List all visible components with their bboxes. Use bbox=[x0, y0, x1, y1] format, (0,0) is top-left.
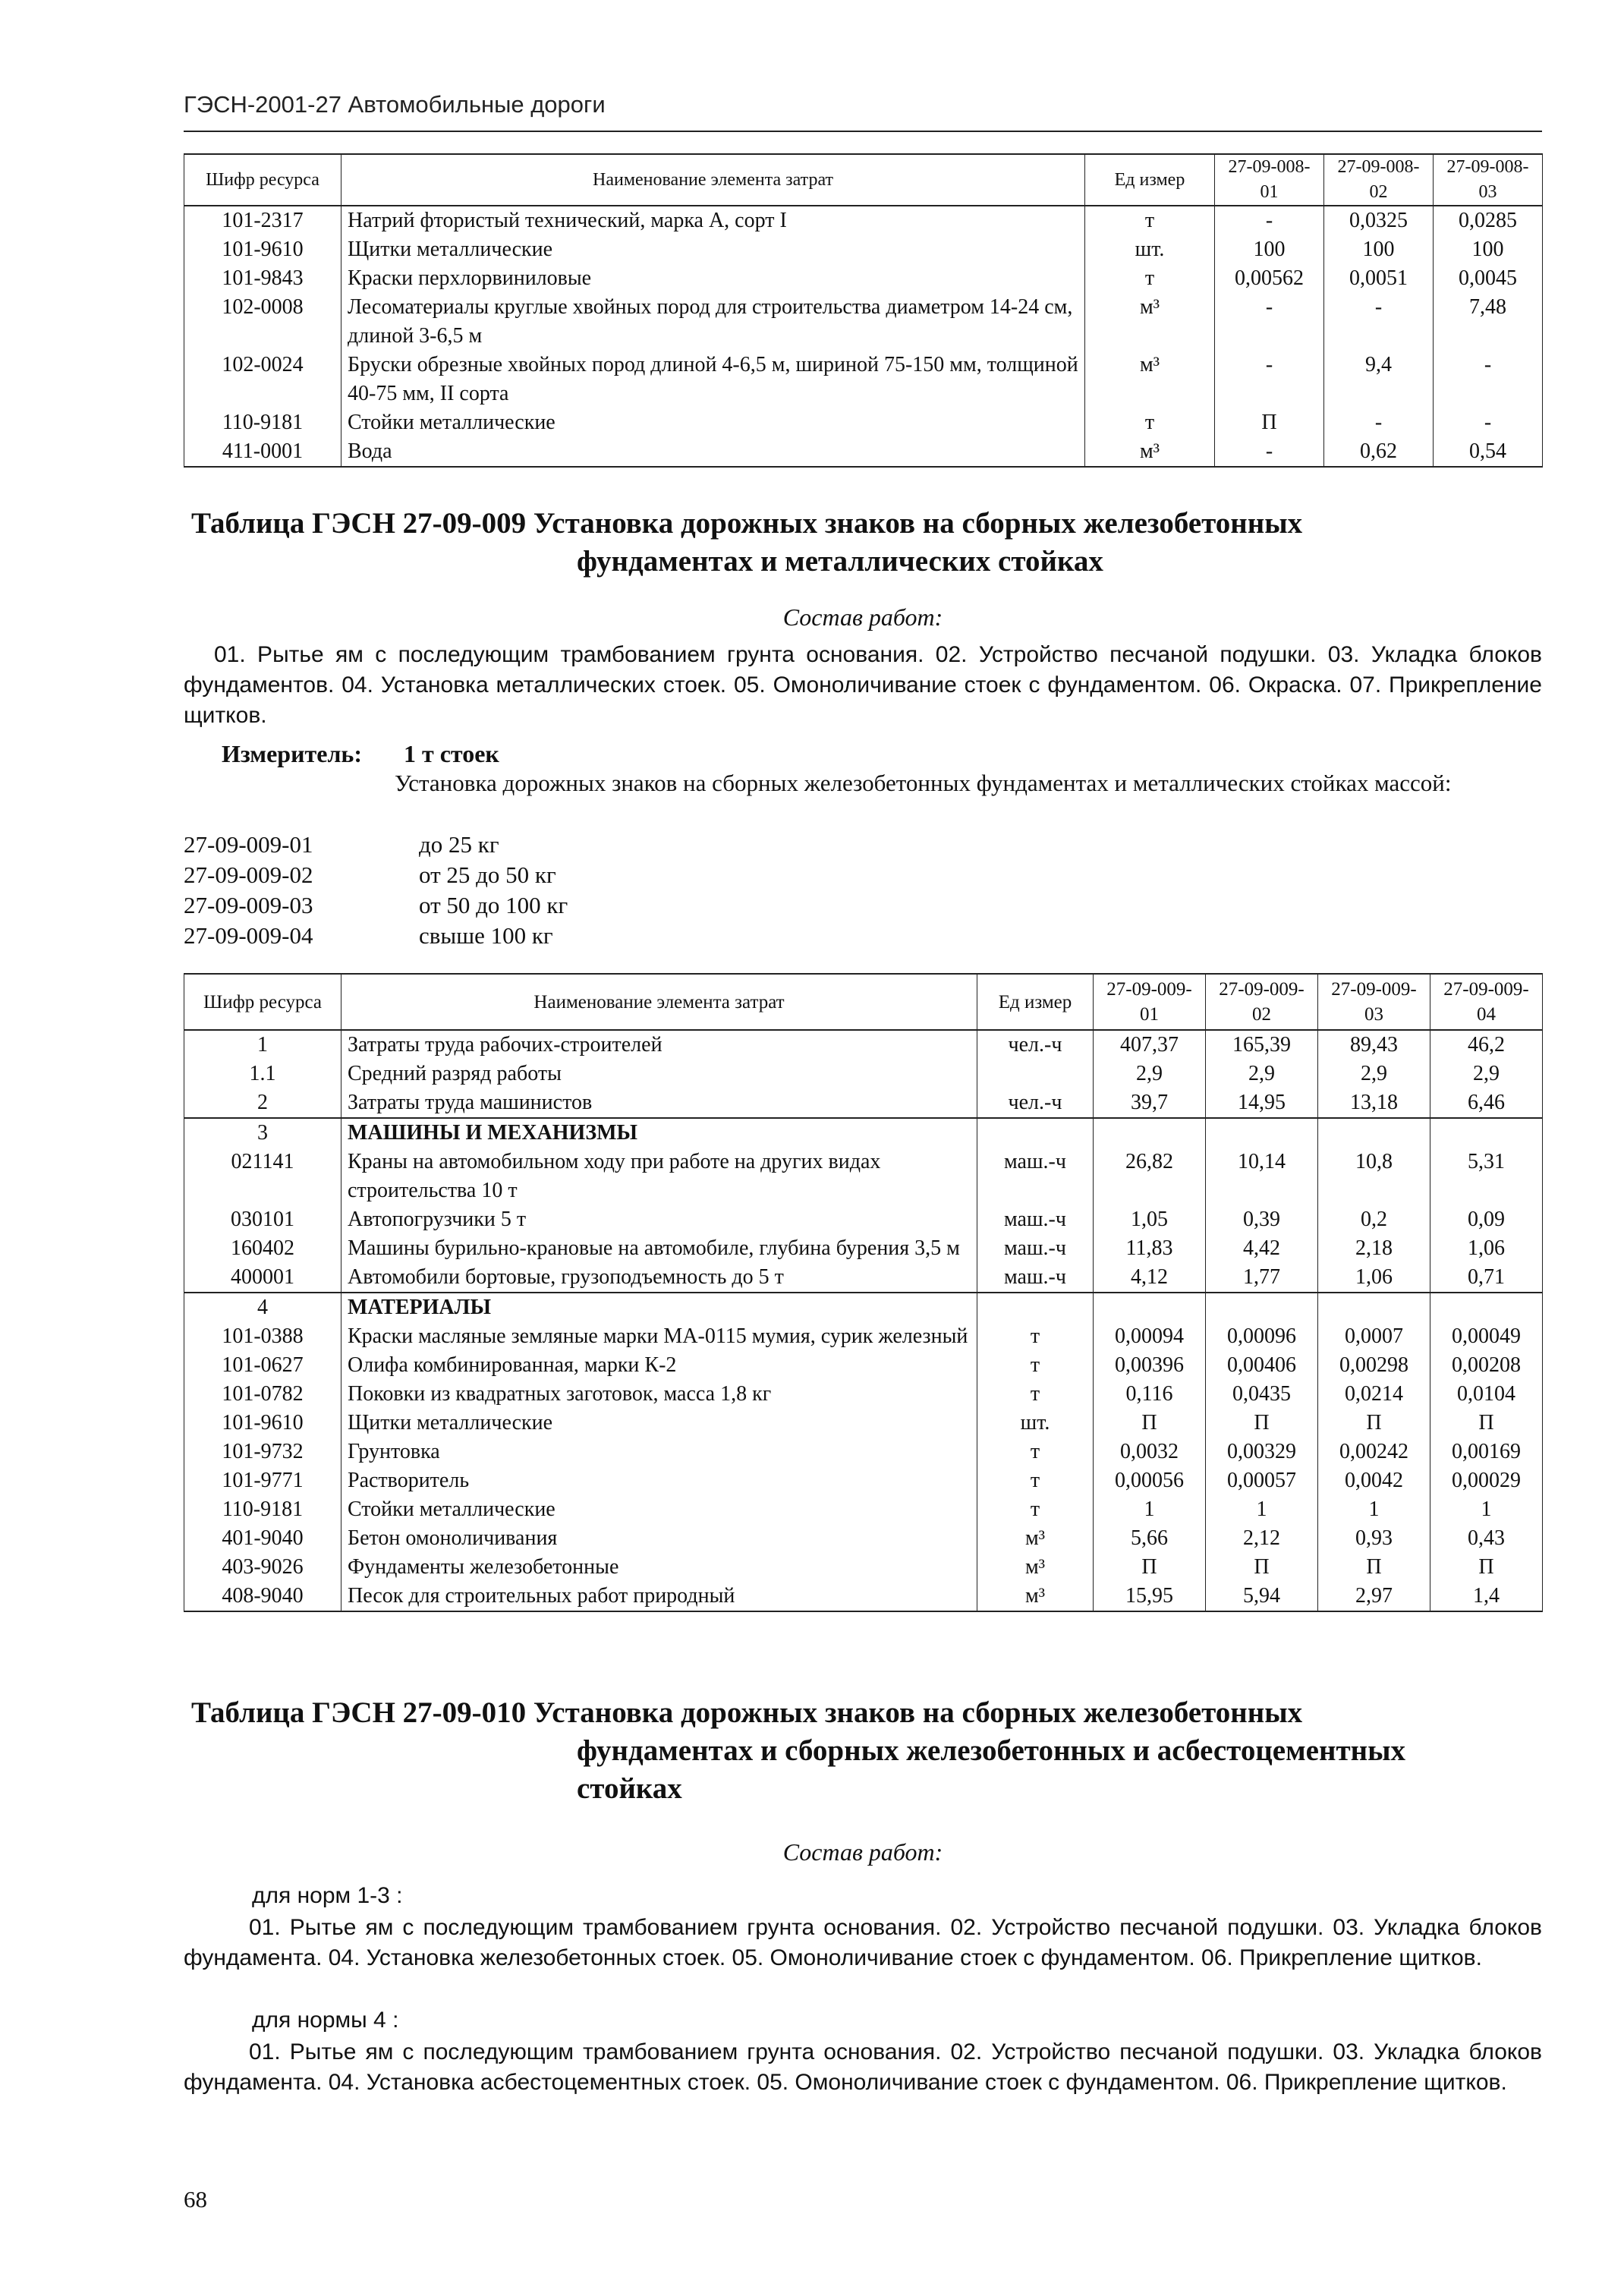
cell-code: 3 bbox=[184, 1118, 341, 1148]
cell-unit bbox=[977, 1118, 1094, 1148]
variant-code: 27-09-009-04 bbox=[184, 922, 313, 949]
cell-value: 1 bbox=[1318, 1495, 1430, 1524]
cell-name: МАШИНЫ И МЕХАНИЗМЫ bbox=[341, 1118, 977, 1148]
cell-name: Затраты труда машинистов bbox=[341, 1088, 977, 1118]
cell-value: П bbox=[1318, 1409, 1430, 1438]
table-010-title-line2: фундаментах и сборных железобетонных и асбестоцементных bbox=[577, 1734, 1406, 1767]
cell-value: 0,00298 bbox=[1318, 1351, 1430, 1380]
cell-name: Олифа комбинированная, марки К-2 bbox=[341, 1351, 977, 1380]
cell-code: 101-9610 bbox=[184, 235, 341, 264]
cell-value: 4,42 bbox=[1206, 1234, 1318, 1263]
norms-1-3-text: 01. Рытье ям с последующим трамбованием грунта основания. 02. Устройство песчаной подушки. 03. Укладка блоков фундамента. 04. Установка железобетонных стоек. 05. Омоноличивание стоек с фундаментом. 06. Прикрепление щитков. bbox=[184, 1915, 1542, 1970]
cell-value: 1 bbox=[1206, 1495, 1318, 1524]
cell-value: 0,39 bbox=[1206, 1205, 1318, 1234]
cell-value: 0,71 bbox=[1430, 1263, 1543, 1293]
table-009-title-line1 bbox=[191, 505, 1302, 543]
cell-name: Лесоматериалы круглые хвойных пород для строительства диаметром 14-24 см, длиной 3-6,5 м bbox=[341, 293, 1085, 351]
variant-code: 27-09-009-03 bbox=[184, 892, 313, 918]
page-number: 68 bbox=[184, 2186, 207, 2212]
table-row bbox=[184, 408, 1543, 437]
table-row bbox=[184, 1553, 1543, 1582]
cell-code: 411-0001 bbox=[184, 437, 341, 467]
table-row bbox=[184, 437, 1543, 467]
cell-code: 110-9181 bbox=[184, 408, 341, 437]
cell-value: 407,37 bbox=[1094, 1030, 1206, 1060]
cell-value: 0,00169 bbox=[1430, 1438, 1543, 1466]
header-unit: Ед измер bbox=[977, 974, 1094, 1030]
cell-code: 1 bbox=[184, 1030, 341, 1060]
cell-unit: шт. bbox=[977, 1409, 1094, 1438]
works-label-010: Состав работ: bbox=[782, 1838, 943, 1866]
cell-value: 0,00562 bbox=[1215, 264, 1324, 293]
cell-unit: м³ bbox=[977, 1553, 1094, 1582]
variant-code: 27-09-009-01 bbox=[184, 831, 313, 858]
cell-name: Щитки металлические bbox=[341, 235, 1085, 264]
cell-unit: т bbox=[977, 1466, 1094, 1495]
table-row bbox=[184, 235, 1543, 264]
variant-name: до 25 кг bbox=[419, 831, 499, 858]
cell-unit bbox=[977, 1060, 1094, 1088]
cell-name: Стойки металлические bbox=[341, 1495, 977, 1524]
cell-value: П bbox=[1430, 1553, 1543, 1582]
table-010-title-prefix: Таблица ГЭСН 27-09-010 bbox=[191, 1696, 527, 1729]
running-header: ГЭСН-2001-27 Автомобильные дороги bbox=[184, 91, 606, 118]
cell-name: Средний разряд работы bbox=[341, 1060, 977, 1088]
cell-name: Затраты труда рабочих-строителей bbox=[341, 1030, 977, 1060]
cell-unit: т bbox=[977, 1351, 1094, 1380]
cell-value: П bbox=[1094, 1409, 1206, 1438]
cell-unit: т bbox=[1085, 206, 1215, 235]
header-col-3: 27-09-008-03 bbox=[1434, 154, 1543, 206]
cell-code: 160402 bbox=[184, 1234, 341, 1263]
cell-code: 101-2317 bbox=[184, 206, 341, 235]
table-row bbox=[184, 1466, 1543, 1495]
cell-value: 1,77 bbox=[1206, 1263, 1318, 1293]
cell-value: 0,62 bbox=[1324, 437, 1434, 467]
header-code: Шифр ресурса bbox=[184, 154, 341, 206]
cell-value: 100 bbox=[1215, 235, 1324, 264]
cell-value: 1 bbox=[1430, 1495, 1543, 1524]
table-row bbox=[184, 1088, 1543, 1118]
cell-value: 10,14 bbox=[1206, 1148, 1318, 1205]
cell-value: 0,00094 bbox=[1094, 1322, 1206, 1351]
cell-code: 1.1 bbox=[184, 1060, 341, 1088]
cell-value: 0,116 bbox=[1094, 1380, 1206, 1409]
table-009-title-text1: Установка дорожных знаков на сборных железобетонных bbox=[533, 507, 1303, 540]
header-name: Наименование элемента затрат bbox=[341, 974, 977, 1030]
cell-value: 4,12 bbox=[1094, 1263, 1206, 1293]
cell-value: 26,82 bbox=[1094, 1148, 1206, 1205]
cell-code: 101-0388 bbox=[184, 1322, 341, 1351]
cell-value: 0,0007 bbox=[1318, 1322, 1430, 1351]
cell-code: 400001 bbox=[184, 1263, 341, 1293]
cell-value: 0,0214 bbox=[1318, 1380, 1430, 1409]
table-row bbox=[184, 1234, 1543, 1263]
table-009-title-line2: фундаментах и металлических стойках bbox=[577, 545, 1103, 578]
table-010-title-text1: Установка дорожных знаков на сборных железобетонных bbox=[533, 1696, 1303, 1729]
cell-value bbox=[1318, 1293, 1430, 1322]
cell-name: Бетон омоноличивания bbox=[341, 1524, 977, 1553]
cell-value: 5,31 bbox=[1430, 1148, 1543, 1205]
cell-value: 5,94 bbox=[1206, 1582, 1318, 1611]
cell-unit: т bbox=[977, 1322, 1094, 1351]
table-row bbox=[184, 264, 1543, 293]
header-col-2: 27-09-008-02 bbox=[1324, 154, 1434, 206]
cell-value: 0,00396 bbox=[1094, 1351, 1206, 1380]
header-code: Шифр ресурса bbox=[184, 974, 341, 1030]
cell-code: 4 bbox=[184, 1293, 341, 1322]
cell-value bbox=[1430, 1293, 1543, 1322]
cell-value: - bbox=[1215, 293, 1324, 351]
table-row bbox=[184, 351, 1543, 408]
cell-code: 030101 bbox=[184, 1205, 341, 1234]
cell-unit: т bbox=[977, 1495, 1094, 1524]
cell-code: 101-0782 bbox=[184, 1380, 341, 1409]
resource-table-008 bbox=[184, 153, 1543, 468]
cell-unit: м³ bbox=[1085, 437, 1215, 467]
cell-unit: т bbox=[1085, 408, 1215, 437]
meter-label: Измеритель: bbox=[222, 740, 362, 767]
cell-value: 0,00406 bbox=[1206, 1351, 1318, 1380]
cell-value bbox=[1430, 1118, 1543, 1148]
table-row bbox=[184, 1409, 1543, 1438]
cell-value: 6,46 bbox=[1430, 1088, 1543, 1118]
cell-value: - bbox=[1434, 351, 1543, 408]
cell-value: - bbox=[1324, 408, 1434, 437]
header-unit: Ед измер bbox=[1085, 154, 1215, 206]
cell-code: 101-9843 bbox=[184, 264, 341, 293]
table-row bbox=[184, 1351, 1543, 1380]
cell-code: 401-9040 bbox=[184, 1524, 341, 1553]
cell-value: 2,12 bbox=[1206, 1524, 1318, 1553]
norm-4-text: 01. Рытье ям с последующим трамбованием грунта основания. 02. Устройство песчаной подушки. 03. Укладка блоков фундамента. 04. Установка асбестоцементных стоек. 05. Омоноличивание стоек с фундаментом. 06. Прикрепление щитков. bbox=[184, 2039, 1542, 2095]
cell-unit: чел.-ч bbox=[977, 1088, 1094, 1118]
cell-value: 14,95 bbox=[1206, 1088, 1318, 1118]
works-text-009: 01. Рытье ям с последующим трамбованием грунта основания. 02. Устройство песчаной подушки. 03. Укладка блоков фундаментов. 04. Установка металлических стоек. 05. Омоноличивание стоек с фундаментом. 06. Окраска. 07. Прикрепление щитков. bbox=[184, 642, 1542, 728]
table-row bbox=[184, 1524, 1543, 1553]
cell-value: 2,9 bbox=[1206, 1060, 1318, 1088]
table-row bbox=[184, 1495, 1543, 1524]
cell-unit: т bbox=[977, 1380, 1094, 1409]
cell-name: Краски масляные земляные марки МА-0115 мумия, сурик железный bbox=[341, 1322, 977, 1351]
cell-value: 13,18 bbox=[1318, 1088, 1430, 1118]
cell-unit: маш.-ч bbox=[977, 1148, 1094, 1205]
cell-name: Краски перхлорвиниловые bbox=[341, 264, 1085, 293]
cell-unit: шт. bbox=[1085, 235, 1215, 264]
table-row bbox=[184, 1060, 1543, 1088]
cell-value: 0,00208 bbox=[1430, 1351, 1543, 1380]
cell-value bbox=[1206, 1293, 1318, 1322]
cell-code: 101-9610 bbox=[184, 1409, 341, 1438]
table-row bbox=[184, 1582, 1543, 1611]
cell-code: 021141 bbox=[184, 1148, 341, 1205]
cell-unit: маш.-ч bbox=[977, 1263, 1094, 1293]
table-010-title-line3: стойках bbox=[577, 1772, 682, 1805]
table-row bbox=[184, 1438, 1543, 1466]
table-row bbox=[184, 1205, 1543, 1234]
works-label-009: Состав работ: bbox=[782, 603, 943, 631]
table-row bbox=[184, 1263, 1543, 1293]
norm-4-label: для нормы 4 : bbox=[252, 2008, 399, 2033]
cell-code: 102-0008 bbox=[184, 293, 341, 351]
cell-value: 89,43 bbox=[1318, 1030, 1430, 1060]
cell-value: 10,8 bbox=[1318, 1148, 1430, 1205]
table-row bbox=[184, 1380, 1543, 1409]
cell-name: Натрий фтористый технический, марка А, сорт I bbox=[341, 206, 1085, 235]
cell-name: Поковки из квадратных заготовок, масса 1,8 кг bbox=[341, 1380, 977, 1409]
cell-value: - bbox=[1215, 437, 1324, 467]
cell-code: 101-9732 bbox=[184, 1438, 341, 1466]
table-header-row bbox=[184, 974, 1543, 1030]
cell-value bbox=[1318, 1118, 1430, 1148]
cell-value: - bbox=[1324, 293, 1434, 351]
cell-name: Песок для строительных работ природный bbox=[341, 1582, 977, 1611]
cell-value: 46,2 bbox=[1430, 1030, 1543, 1060]
table-row bbox=[184, 1118, 1543, 1148]
header-rule bbox=[184, 131, 1542, 132]
cell-value: 15,95 bbox=[1094, 1582, 1206, 1611]
cell-code: 408-9040 bbox=[184, 1582, 341, 1611]
cell-value: - bbox=[1215, 206, 1324, 235]
cell-unit bbox=[977, 1293, 1094, 1322]
header-col-1: 27-09-009-01 bbox=[1094, 974, 1206, 1030]
variants-description: Установка дорожных знаков на сборных железобетонных фундаментах и металлических стойках массой: bbox=[395, 770, 1452, 796]
cell-value: 0,0042 bbox=[1318, 1466, 1430, 1495]
cell-name: Вода bbox=[341, 437, 1085, 467]
cell-value: 165,39 bbox=[1206, 1030, 1318, 1060]
cell-value: 1,4 bbox=[1430, 1582, 1543, 1611]
cell-code: 102-0024 bbox=[184, 351, 341, 408]
cell-value: П bbox=[1094, 1553, 1206, 1582]
cell-name: Автопогрузчики 5 т bbox=[341, 1205, 977, 1234]
cell-value: 0,00096 bbox=[1206, 1322, 1318, 1351]
cell-value: 0,00049 bbox=[1430, 1322, 1543, 1351]
cell-value: 0,09 bbox=[1430, 1205, 1543, 1234]
table-009-title-prefix: Таблица ГЭСН 27-09-009 bbox=[191, 507, 527, 540]
variant-name: от 25 до 50 кг bbox=[419, 861, 556, 888]
table-row bbox=[184, 1293, 1543, 1322]
cell-code: 101-9771 bbox=[184, 1466, 341, 1495]
cell-unit: м³ bbox=[1085, 293, 1215, 351]
cell-name: Растворитель bbox=[341, 1466, 977, 1495]
table-row bbox=[184, 206, 1543, 235]
cell-unit: м³ bbox=[977, 1582, 1094, 1611]
cell-unit: маш.-ч bbox=[977, 1205, 1094, 1234]
table-010-title-line1 bbox=[191, 1694, 1302, 1732]
cell-name: Фундаменты железобетонные bbox=[341, 1553, 977, 1582]
cell-value: 2,18 bbox=[1318, 1234, 1430, 1263]
cell-value: 1 bbox=[1094, 1495, 1206, 1524]
cell-code: 2 bbox=[184, 1088, 341, 1118]
cell-value: 2,9 bbox=[1318, 1060, 1430, 1088]
header-col-4: 27-09-009-04 bbox=[1430, 974, 1543, 1030]
table-body bbox=[184, 1030, 1543, 1611]
cell-value: 0,0325 bbox=[1324, 206, 1434, 235]
cell-value: 2,97 bbox=[1318, 1582, 1430, 1611]
cell-unit: маш.-ч bbox=[977, 1234, 1094, 1263]
cell-name: Щитки металлические bbox=[341, 1409, 977, 1438]
cell-value: 0,00029 bbox=[1430, 1466, 1543, 1495]
cell-value: 5,66 bbox=[1094, 1524, 1206, 1553]
cell-value: 0,0104 bbox=[1430, 1380, 1543, 1409]
cell-value: 100 bbox=[1324, 235, 1434, 264]
cell-unit: т bbox=[1085, 264, 1215, 293]
cell-value: П bbox=[1318, 1553, 1430, 1582]
cell-name: МАТЕРИАЛЫ bbox=[341, 1293, 977, 1322]
cell-value: 1,05 bbox=[1094, 1205, 1206, 1234]
table-body bbox=[184, 206, 1543, 467]
table-header-row bbox=[184, 154, 1543, 206]
cell-code: 403-9026 bbox=[184, 1553, 341, 1582]
variant-name: от 50 до 100 кг bbox=[419, 892, 568, 918]
cell-value: 0,00329 bbox=[1206, 1438, 1318, 1466]
cell-value: 1,06 bbox=[1318, 1263, 1430, 1293]
variant-name: свыше 100 кг bbox=[419, 922, 553, 949]
cell-value: 11,83 bbox=[1094, 1234, 1206, 1263]
cell-value: 0,00057 bbox=[1206, 1466, 1318, 1495]
cell-value: 0,0051 bbox=[1324, 264, 1434, 293]
cell-value: 7,48 bbox=[1434, 293, 1543, 351]
cell-value: 0,2 bbox=[1318, 1205, 1430, 1234]
cell-value: 0,93 bbox=[1318, 1524, 1430, 1553]
cell-value: - bbox=[1434, 408, 1543, 437]
cell-value bbox=[1094, 1118, 1206, 1148]
cell-name: Краны на автомобильном ходу при работе на других видах строительства 10 т bbox=[341, 1148, 977, 1205]
cell-value: 100 bbox=[1434, 235, 1543, 264]
cell-value: 0,0435 bbox=[1206, 1380, 1318, 1409]
cell-value: 39,7 bbox=[1094, 1088, 1206, 1118]
cell-unit: м³ bbox=[977, 1524, 1094, 1553]
header-col-1: 27-09-008-01 bbox=[1215, 154, 1324, 206]
cell-value: 1,06 bbox=[1430, 1234, 1543, 1263]
cell-value: 0,0032 bbox=[1094, 1438, 1206, 1466]
header-col-2: 27-09-009-02 bbox=[1206, 974, 1318, 1030]
cell-code: 110-9181 bbox=[184, 1495, 341, 1524]
header-col-3: 27-09-009-03 bbox=[1318, 974, 1430, 1030]
cell-value bbox=[1206, 1118, 1318, 1148]
cell-unit: т bbox=[977, 1438, 1094, 1466]
cell-value: 0,0285 bbox=[1434, 206, 1543, 235]
table-row bbox=[184, 1148, 1543, 1205]
meter-value: 1 т стоек bbox=[404, 740, 499, 767]
cell-value: 0,00056 bbox=[1094, 1466, 1206, 1495]
cell-value: 0,43 bbox=[1430, 1524, 1543, 1553]
table-row bbox=[184, 293, 1543, 351]
cell-code: 101-0627 bbox=[184, 1351, 341, 1380]
cell-value: П bbox=[1430, 1409, 1543, 1438]
table-row bbox=[184, 1322, 1543, 1351]
cell-value: 2,9 bbox=[1430, 1060, 1543, 1088]
cell-unit: м³ bbox=[1085, 351, 1215, 408]
cell-unit: чел.-ч bbox=[977, 1030, 1094, 1060]
cell-value: 0,54 bbox=[1434, 437, 1543, 467]
cell-value: П bbox=[1215, 408, 1324, 437]
cell-value: П bbox=[1206, 1409, 1318, 1438]
cell-name: Автомобили бортовые, грузоподъемность до 5 т bbox=[341, 1263, 977, 1293]
table-row bbox=[184, 1030, 1543, 1060]
cell-value bbox=[1094, 1293, 1206, 1322]
cell-value: 9,4 bbox=[1324, 351, 1434, 408]
norms-1-3-label: для норм 1-3 : bbox=[252, 1883, 403, 1908]
variant-code: 27-09-009-02 bbox=[184, 861, 313, 888]
cell-name: Машины бурильно-крановые на автомобиле, глубина бурения 3,5 м bbox=[341, 1234, 977, 1263]
cell-name: Бруски обрезные хвойных пород длиной 4-6,5 м, шириной 75-150 мм, толщиной 40-75 мм, II сорта bbox=[341, 351, 1085, 408]
cell-value: - bbox=[1215, 351, 1324, 408]
cell-value: 2,9 bbox=[1094, 1060, 1206, 1088]
cell-value: П bbox=[1206, 1553, 1318, 1582]
cell-name: Стойки металлические bbox=[341, 408, 1085, 437]
header-name: Наименование элемента затрат bbox=[341, 154, 1085, 206]
resource-table-009 bbox=[184, 973, 1543, 1612]
cell-name: Грунтовка bbox=[341, 1438, 977, 1466]
cell-value: 0,0045 bbox=[1434, 264, 1543, 293]
cell-value: 0,00242 bbox=[1318, 1438, 1430, 1466]
